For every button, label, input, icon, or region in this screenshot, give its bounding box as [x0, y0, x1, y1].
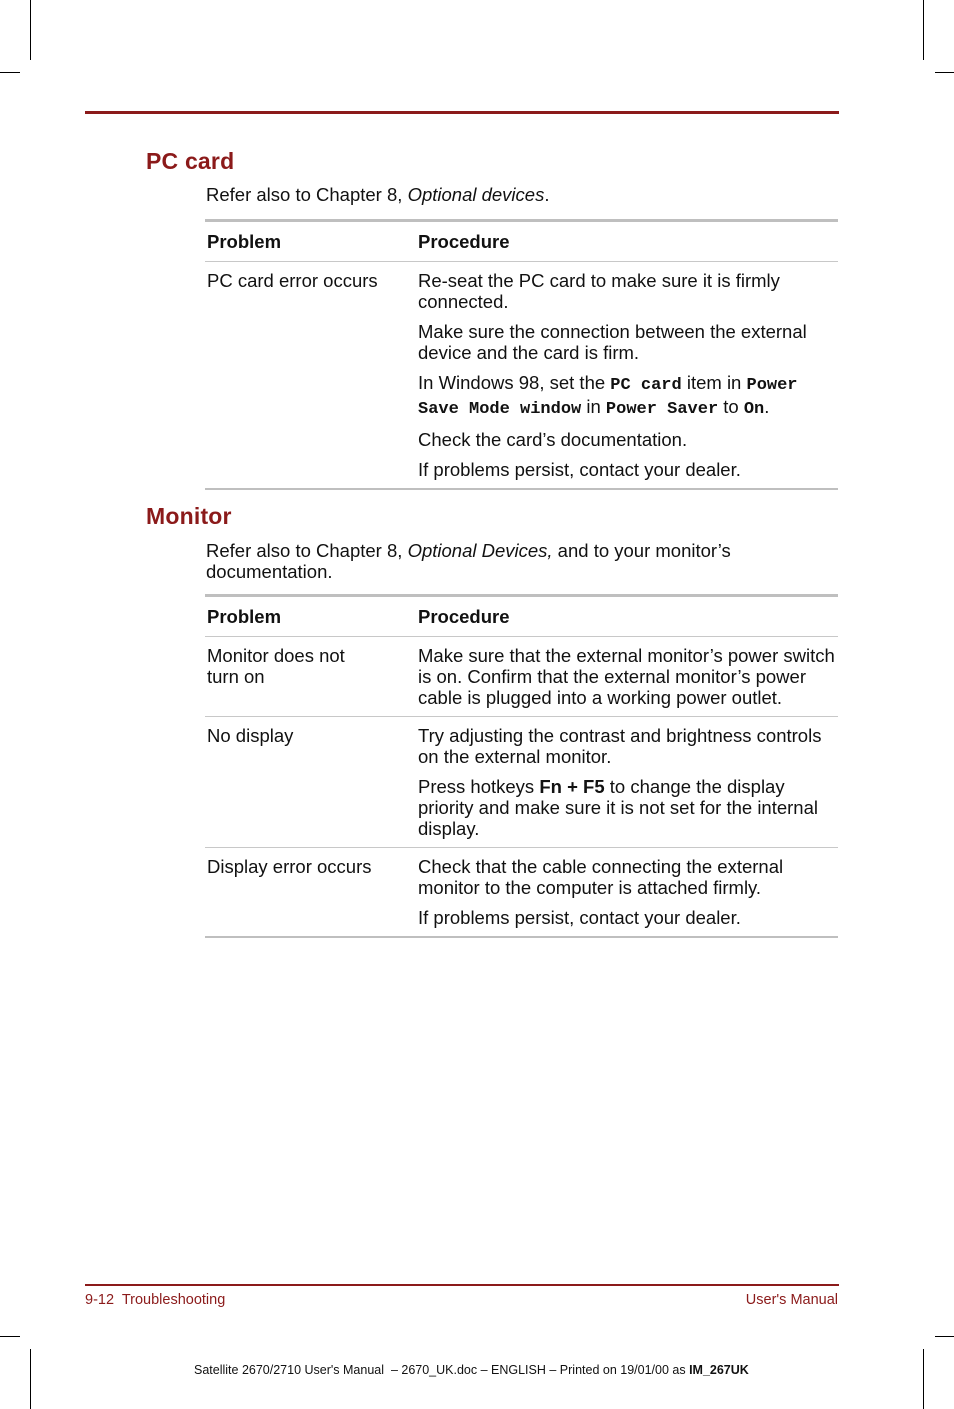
crop-mark [923, 0, 924, 60]
code-text: Power Save Mode window [418, 376, 798, 419]
col-header-procedure: Procedure [418, 231, 510, 252]
table-row [205, 636, 838, 716]
step-text: in [581, 396, 606, 417]
crop-mark [0, 72, 20, 73]
crop-mark [0, 1336, 20, 1337]
problem-cell: No display [207, 725, 294, 746]
crop-mark [923, 1349, 924, 1409]
table-header-row [205, 597, 838, 636]
procedure-step: If problems persist, contact your dealer. [418, 907, 741, 928]
hotkey-text: Fn + F5 [539, 776, 605, 797]
footer-page-label: 9-12 Troubleshooting [85, 1292, 226, 1308]
crop-mark [935, 72, 954, 73]
procedure-step: Make sure the connection between the external device and the card is firm. [418, 321, 807, 363]
code-text: PC card [610, 376, 682, 395]
problem-cell: PC card error occurs [207, 270, 378, 291]
step-text: Press hotkeys [418, 776, 540, 797]
print-line [194, 1363, 749, 1377]
procedure-step [418, 776, 836, 839]
monitor-heading: Monitor [146, 503, 232, 529]
header-rule [85, 111, 839, 114]
monitor-intro [206, 540, 766, 582]
procedure-step: Try adjusting the contrast and brightness controls on the external monitor. [418, 725, 822, 767]
footer-rule [85, 1284, 839, 1286]
intro-text: Refer also to Chapter 8, [206, 184, 408, 205]
table-header-row [205, 222, 838, 261]
crop-mark [935, 1336, 954, 1337]
intro-italic: Optional devices [407, 184, 545, 205]
procedure-step: If problems persist, contact your dealer. [418, 459, 741, 480]
table-row [205, 847, 838, 936]
crop-mark [30, 0, 31, 60]
problem-cell: Display error occurs [207, 856, 372, 877]
intro-text: Refer also to Chapter 8, [206, 540, 408, 561]
col-header-problem: Problem [207, 231, 282, 252]
procedure-step: Check that the cable connecting the external monitor to the computer is attached firmly. [418, 856, 784, 898]
print-code: IM_267UK [689, 1363, 749, 1377]
procedure-step: Check the card’s documentation. [418, 429, 688, 450]
code-text: Power Saver [605, 400, 719, 419]
print-text: Satellite 2670/2710 User's Manual – 2670_UK.doc – ENGLISH – Printed on 19/01/00 as [194, 1363, 690, 1377]
col-header-procedure: Procedure [418, 606, 510, 627]
procedure-step: Make sure that the external monitor’s power switch is on. Confirm that the external monitor’s power cable is plugged into a working power outlet. [418, 645, 835, 708]
procedure-cell [418, 725, 838, 839]
step-text: In Windows 98, set the [418, 372, 611, 393]
step-text: to change the display priority and make sure it is not set for the internal display. [418, 776, 818, 839]
table-row [205, 261, 838, 488]
procedure-cell [418, 856, 838, 928]
footer-manual-label: User's Manual [745, 1292, 838, 1308]
intro-text: and to your monitor’s documentation. [206, 540, 731, 582]
step-text: . [764, 396, 770, 417]
crop-mark [30, 1349, 31, 1409]
step-text: item in [681, 372, 747, 393]
procedure-step: Re-seat the PC card to make sure it is firmly connected. [418, 270, 780, 312]
pc-card-heading: PC card [146, 148, 235, 174]
monitor-table [205, 594, 838, 938]
code-text: On [743, 400, 765, 419]
intro-text: . [544, 184, 550, 205]
table-row [205, 716, 838, 847]
pc-card-intro [206, 184, 836, 205]
intro-italic: Optional Devices, [407, 540, 553, 561]
col-header-problem: Problem [207, 606, 282, 627]
step-text: to [718, 396, 744, 417]
procedure-step [418, 372, 836, 420]
pc-card-table [205, 219, 838, 490]
problem-cell: Monitor does not turn on [207, 645, 345, 687]
procedure-cell [418, 270, 838, 480]
procedure-cell [418, 645, 838, 708]
